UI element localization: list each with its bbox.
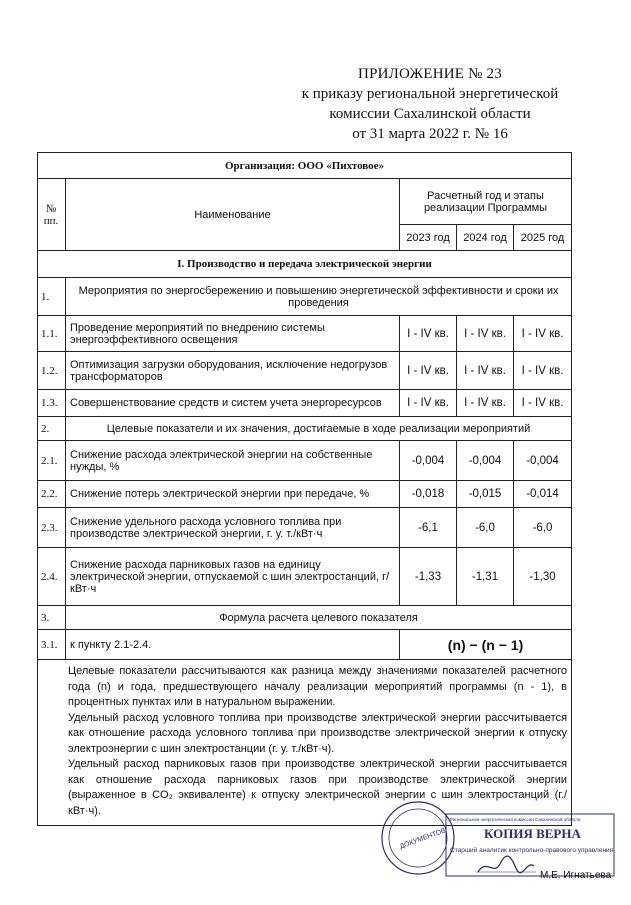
row-number: 2.1. (38, 441, 66, 481)
table-row (38, 548, 572, 606)
header-line-2: к приказу региональной энергетической (301, 86, 559, 102)
table-row (38, 352, 572, 390)
col-header-name: Наименование (66, 179, 400, 251)
organization-row: Организация: ООО «Пихтовое» (38, 153, 572, 179)
row-value: I - IV кв. (400, 390, 457, 417)
table-row (38, 417, 572, 441)
row-text: Целевые показатели и их значения, достигаемые в ходе реализации мероприятий (66, 417, 572, 441)
header-line-3: комиссии Сахалинской области (329, 106, 531, 122)
signature (478, 856, 534, 873)
row-text: Снижение расхода парниковых газов на единицу электрической энергии, отпускаемой с шин электростанций, г/кВт·ч (66, 548, 400, 606)
col-header-year: 2025 год (514, 225, 572, 251)
row-text: Снижение потерь электрической энергии при передаче, % (66, 481, 400, 508)
row-value: -1,30 (514, 548, 572, 606)
row-text: Формула расчета целевого показателя (66, 606, 572, 630)
table-row (38, 441, 572, 481)
row-number: 2. (38, 417, 66, 441)
row-value: -0,018 (400, 481, 457, 508)
table-row (38, 316, 572, 352)
row-value: -1,31 (457, 548, 514, 606)
row-number: 1. (38, 278, 66, 316)
row-number: 3. (38, 606, 66, 630)
row-value: -0,004 (457, 441, 514, 481)
table-row (38, 508, 572, 548)
note-paragraph: Целевые показатели рассчитываются как разница между значениями показателей расчетного года (n) и года, предшествующего началу реализации мероприятий программы (n - 1), в процентных пунктах или в натуральном выражении. (68, 665, 568, 708)
row-value: I - IV кв. (457, 316, 514, 352)
stamp-copy-label: КОПИЯ ВЕРНА (484, 826, 581, 841)
note-paragraph: Удельный расход парниковых газов при производстве электрической энергии рассчитывается как отношение расхода парниковых газов при производстве электрической энергии (выраженное в CO₂ эквиваленте) к отпуску электрической энергии с шин электростанций (г./кВт·ч). (68, 758, 568, 817)
row-text: Снижение расхода электрической энергии на собственные нужды, % (66, 441, 400, 481)
row-value: I - IV кв. (457, 390, 514, 417)
row-text: Снижение удельного расхода условного топлива при производстве электрической энергии, г. у. т./кВт·ч (66, 508, 400, 548)
seal-text: ДОКУМЕНТОВ (398, 827, 447, 851)
stamp-org-text: Региональная энергетическая комиссия Сахалинской области (450, 817, 581, 822)
row-value: I - IV кв. (400, 352, 457, 390)
row-text: Оптимизация загрузки оборудования, исключение недогрузов трансформаторов (66, 352, 400, 390)
row-value: I - IV кв. (514, 352, 572, 390)
table-row (38, 278, 572, 316)
appendix-title: ПРИЛОЖЕНИЕ № 23 (358, 66, 502, 82)
row-value: -6,1 (400, 508, 457, 548)
col-header-year: 2024 год (457, 225, 514, 251)
row-number: 1.1. (38, 316, 66, 352)
row-text: Мероприятия по энергосбережению и повышению энергетической эффективности и сроки их проведения (66, 278, 572, 316)
row-value: -0,004 (514, 441, 572, 481)
table-row (38, 390, 572, 417)
row-value: -0,015 (457, 481, 514, 508)
row-number: 2.3. (38, 508, 66, 548)
row-number: 2.4. (38, 548, 66, 606)
row-text: к пункту 2.1-2.4. (66, 630, 400, 660)
row-value: -0,004 (400, 441, 457, 481)
row-value: -0,014 (514, 481, 572, 508)
signer-name: М.Е. Игнатьева (540, 870, 612, 881)
stamp-box (446, 814, 614, 876)
row-value: -6,0 (514, 508, 572, 548)
row-number: 2.2. (38, 481, 66, 508)
header-line-4: от 31 марта 2022 г. № 16 (352, 126, 508, 142)
row-value: I - IV кв. (514, 390, 572, 417)
row-number: 1.2. (38, 352, 66, 390)
table-row (38, 606, 572, 630)
program-table (37, 152, 572, 826)
row-text: Проведение мероприятий по внедрению системы энергоэффективного освещения (66, 316, 400, 352)
row-text: Совершенствование средств и систем учета энергоресурсов (66, 390, 400, 417)
row-value: I - IV кв. (514, 316, 572, 352)
row-value: I - IV кв. (400, 316, 457, 352)
row-value: I - IV кв. (457, 352, 514, 390)
row-value: -6,0 (457, 508, 514, 548)
formula: (n) − (n − 1) (400, 630, 572, 660)
col-header-year: 2023 год (400, 225, 457, 251)
document-header (295, 64, 565, 144)
note-paragraph: Удельный расход условного топлива при производстве электрической энергии рассчитывается как отношение расхода условного топлива при производстве электрической энергии к отпуску электроэнергии с шин электростанции (г. у. т./кВт·ч). (68, 711, 568, 755)
table-row (38, 630, 572, 660)
col-header-years-group: Расчетный год и этапы реализации Программы (400, 179, 572, 225)
stamp-position: Старший аналитик контрольно-правового управления (450, 847, 614, 854)
table-row (38, 481, 572, 508)
row-value: -1,33 (400, 548, 457, 606)
row-number: 1.3. (38, 390, 66, 417)
section-heading: I. Производство и передача электрической энергии (38, 251, 572, 278)
col-header-number: № пп. (38, 179, 66, 251)
row-number: 3.1. (38, 630, 66, 660)
